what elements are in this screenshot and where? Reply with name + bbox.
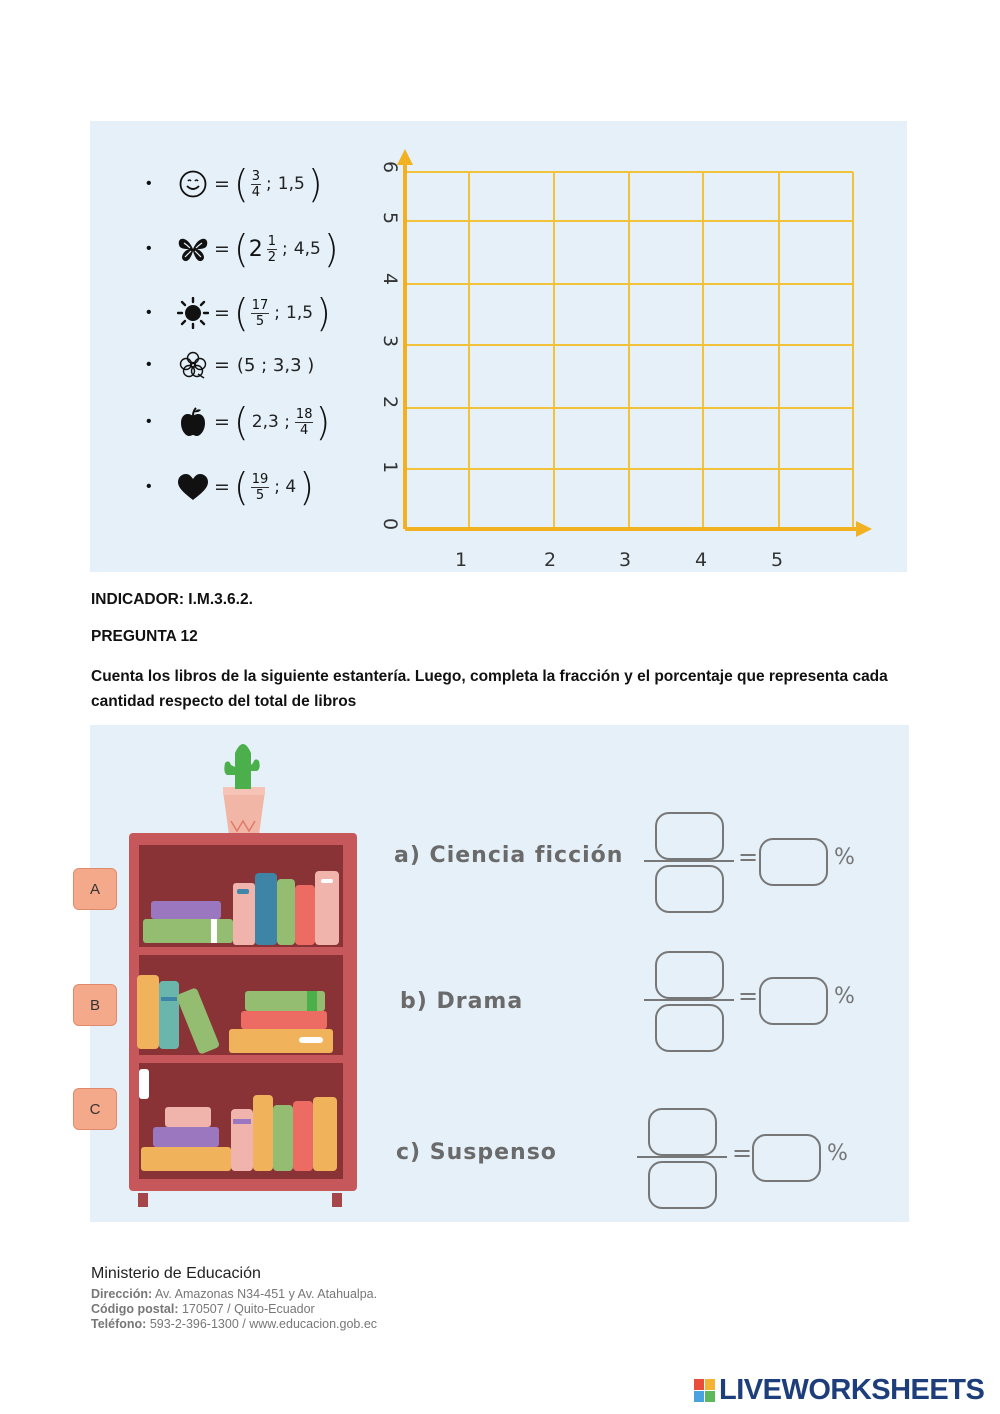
coordinate-grid	[90, 121, 907, 572]
footer-postal: Código postal: 170507 / Quito-Ecuador	[91, 1302, 315, 1316]
percent-sign: %	[834, 984, 855, 1009]
coordinate-item: • = ( $\frac{3}{4}$ ; 1,5 )	[146, 162, 323, 206]
footer-phone: Teléfono: 593-2-396-1300 / www.educacion.gob.ec	[91, 1317, 378, 1331]
genre-label-b: b) Drama	[400, 989, 524, 1014]
x-tick-label: 1	[454, 549, 468, 571]
coordinate-item: • = ( $\frac{19}{5}$ ; 4 )	[146, 465, 315, 509]
fraction: $\frac{19}{5}$	[251, 471, 269, 503]
coordinate-item: • = ( $\frac{17}{5}$ ; 1,5 )	[146, 291, 331, 335]
shelf-tab-a[interactable]: A	[73, 868, 117, 910]
percent-input-c[interactable]	[752, 1134, 821, 1182]
x-tick-label: 4	[694, 549, 708, 571]
percent-sign: %	[834, 845, 855, 870]
denominator-input-a[interactable]	[655, 865, 724, 913]
genre-label-c: c) Suspenso	[396, 1140, 557, 1165]
genre-label-a: a) Ciencia ficción	[394, 843, 624, 868]
fraction-line	[637, 1156, 727, 1158]
y-tick-label: 3	[379, 334, 401, 348]
x-tick-label: 5	[770, 549, 784, 571]
numerator-input-c[interactable]	[648, 1108, 717, 1156]
percent-input-b[interactable]	[759, 977, 828, 1025]
y-tick-label: 5	[379, 211, 401, 225]
fraction-line	[644, 860, 734, 862]
fraction: $\frac{1}{2}$	[267, 233, 277, 265]
equals-sign: =	[738, 843, 759, 871]
percent-input-a[interactable]	[759, 838, 828, 886]
question-text: Cuenta los libros de la siguiente estantería. Luego, completa la fracción y el porcentaje que representa cada cantidad respecto del total de libros	[91, 668, 888, 710]
coordinate-item: • = ( 2 $\frac{1}{2}$ ; 4,5 )	[146, 227, 339, 271]
percent-sign: %	[827, 1141, 848, 1166]
x-tick-label: 2	[543, 549, 557, 571]
bookshelf-illustration	[125, 733, 405, 1213]
numerator-input-b[interactable]	[655, 951, 724, 999]
x-tick-label: 3	[618, 549, 632, 571]
fraction: $\frac{18}{4}$	[295, 406, 313, 438]
coordinate-item: • = ( 2,3 ; $\frac{18}{4}$ )	[146, 400, 331, 444]
fraction: $\frac{17}{5}$	[251, 297, 269, 329]
denominator-input-b[interactable]	[655, 1004, 724, 1052]
bookshelf-panel	[90, 725, 909, 1222]
equals-sign: =	[738, 982, 759, 1010]
y-tick-label: 4	[379, 272, 401, 286]
y-tick-label: 2	[379, 395, 401, 409]
denominator-input-c[interactable]	[648, 1161, 717, 1209]
coordinate-item: • = (5 ; 3,3 )	[146, 340, 317, 390]
footer-title: Ministerio de Educación	[91, 1265, 261, 1282]
numerator-input-a[interactable]	[655, 812, 724, 860]
fraction: $\frac{3}{4}$	[251, 168, 261, 200]
question-number: PREGUNTA 12	[91, 628, 198, 645]
footer-address: Dirección: Av. Amazonas N34-451 y Av. Atahualpa.	[91, 1287, 378, 1301]
fraction-line	[644, 999, 734, 1001]
liveworksheets-logo-icon	[693, 1377, 717, 1405]
y-tick-label: 6	[379, 160, 401, 174]
shelf-tab-c[interactable]: C	[73, 1088, 117, 1130]
indicator-label: INDICADOR: I.M.3.6.2.	[91, 591, 253, 608]
equals-sign: =	[732, 1139, 753, 1167]
liveworksheets-logo[interactable]: LIVEWORKSHEETS	[693, 1374, 984, 1407]
y-tick-label: 1	[379, 460, 401, 474]
y-tick-label: 0	[379, 517, 401, 531]
coordinates-panel	[90, 121, 907, 572]
shelf-tab-b[interactable]: B	[73, 984, 117, 1026]
x-axis-arrow	[856, 521, 872, 537]
